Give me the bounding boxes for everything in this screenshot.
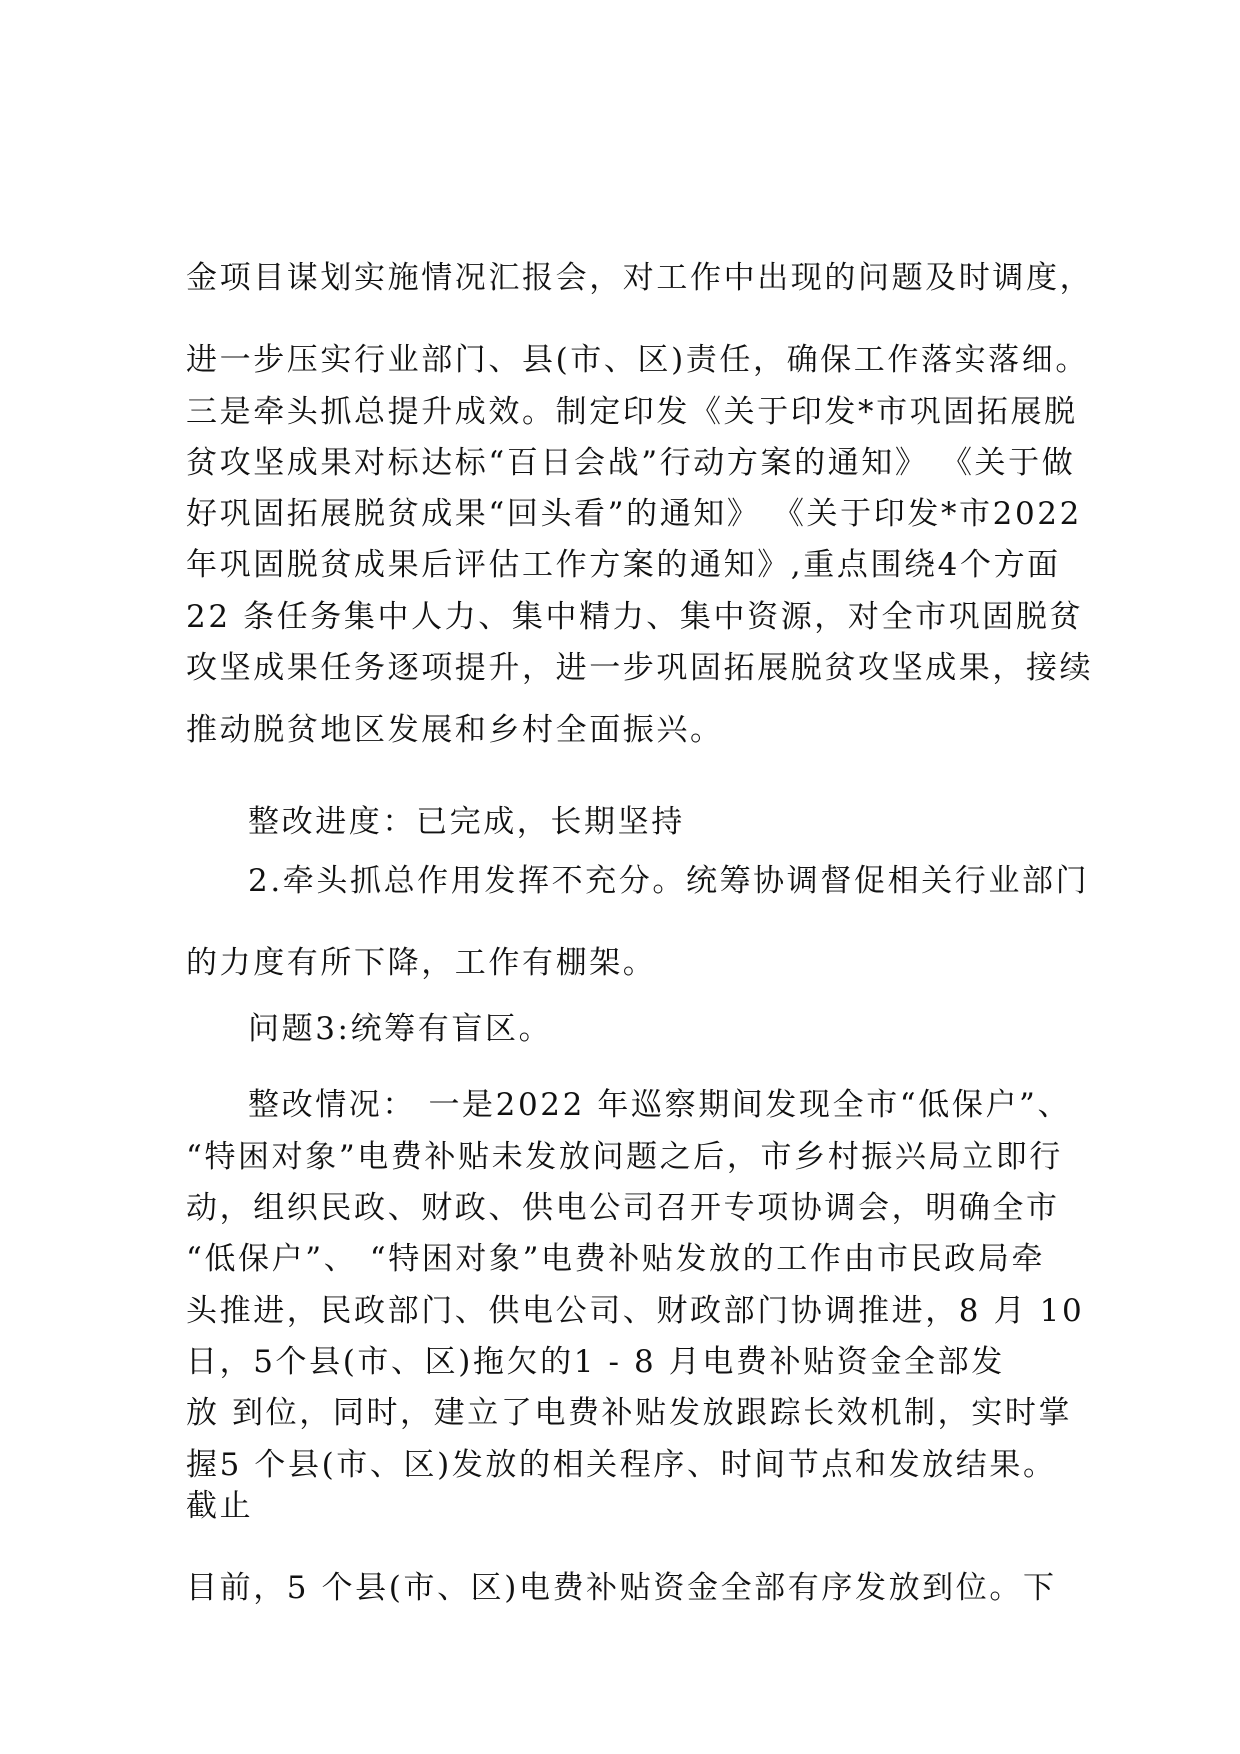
text-line: 进一步压实行业部门、县(市、区)责任，确保工作落实落细。 (186, 342, 1089, 378)
text-line: 日，5个县(市、区)拖欠的1 - 8 月电费补贴资金全部发 (186, 1344, 1005, 1380)
text-line: 的力度有所下降，工作有棚架。 (186, 945, 657, 981)
text-line: 三是牵头抓总提升成效。制定印发《关于印发*市巩固拓展脱 (186, 394, 1078, 430)
text-line: 22 条任务集中人力、集中精力、集中资源，对全市巩固脱贫 (186, 599, 1084, 635)
issue-heading: 问题3:统筹有盲区。 (248, 1011, 553, 1047)
text-line: 头推进，民政部门、供电公司、财政部门协调推进，8 月 10 (186, 1293, 1085, 1329)
text-line: 好巩固拓展脱贫成果“回头看”的通知》 《关于印发*市2022 (186, 496, 1082, 532)
rectification-status: 整改情况： 一是2022 年巡察期间发现全市“低保户”、 (248, 1087, 1072, 1123)
text-line: “特困对象”电费补贴未发放问题之后，市乡村振兴局立即行 (186, 1139, 1063, 1175)
rectification-progress: 整改进度：已完成，长期坚持 (248, 804, 685, 840)
text-line: 推动脱贫地区发展和乡村全面振兴。 (186, 712, 724, 748)
text-line: 放 到位，同时，建立了电费补贴发放跟踪长效机制，实时掌 (186, 1395, 1073, 1431)
text-line: 攻坚成果任务逐项提升，进一步巩固拓展脱贫攻坚成果，接续 (186, 650, 1094, 686)
issue-heading: 2.牵头抓总作用发挥不充分。统筹协调督促相关行业部门 (248, 863, 1090, 899)
text-line: “低保户”、 “特困对象”电费补贴发放的工作由市民政局牵 (186, 1241, 1046, 1277)
text-line: 握5 个县(市、区)发放的相关程序、时间节点和发放结果。 (186, 1447, 1057, 1483)
text-line: 贫攻坚成果对标达标“百日会战”行动方案的通知》 《关于做 (186, 445, 1076, 481)
text-line: 截止 (186, 1488, 254, 1524)
text-line: 年巩固脱贫成果后评估工作方案的通知》,重点围绕4个方面 (186, 547, 1061, 583)
text-line: 动，组织民政、财政、供电公司召开专项协调会，明确全市 (186, 1190, 1060, 1226)
text-line: 金项目谋划实施情况汇报会，对工作中出现的问题及时调度， (186, 260, 1094, 296)
text-line: 目前，5 个县(市、区)电费补贴资金全部有序发放到位。下 (186, 1570, 1057, 1606)
